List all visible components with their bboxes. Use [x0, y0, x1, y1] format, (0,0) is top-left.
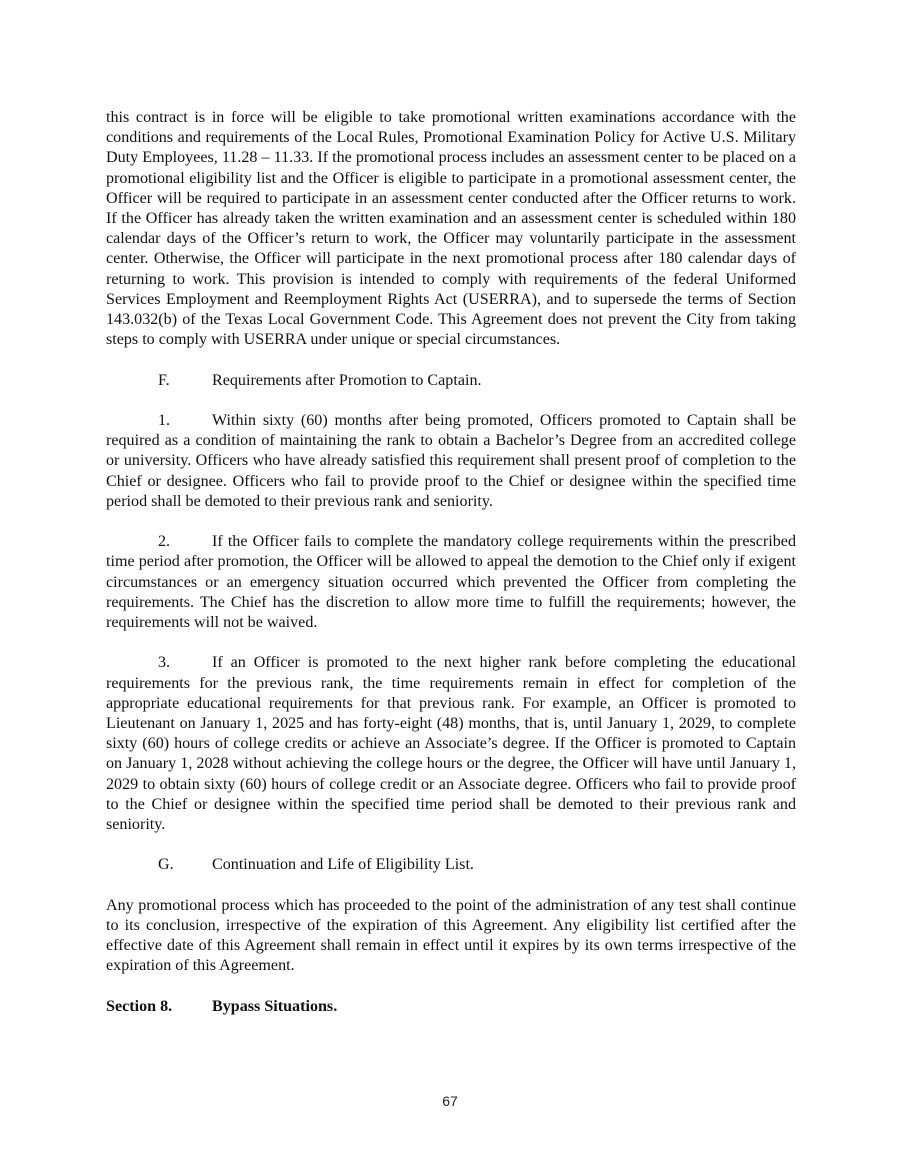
list-item-f1 [106, 411, 796, 512]
section-8-number: Section 8. [106, 997, 173, 1015]
subsection-g-title: Continuation and Life of Eligibility List. [212, 856, 474, 874]
subsection-f-heading [106, 371, 796, 391]
paragraph-g: Any promotional process which has proceeded to the point of the administration of any test shall continue to its conclusion, irrespective of the expiration of this Agreement. Any eligibility list certified after the effective date of this Agreement shall remain in effect until it expires by its own terms irrespective of the expiration of this Agreement. [106, 896, 796, 975]
list-item-text: Within sixty (60) months after being promoted, Officers promoted to Captain shall be required as a condition of maintaining the rank to obtain a Bachelor’s Degree from an accredited college or university. Officers who have already satisfied this requirement shall present proof of completion to the Chief or designee. Officers who fail to provide proof to the Chief or designee within the specified time period shall be demoted to their previous rank and seniority. [106, 412, 796, 510]
subsection-g-heading [106, 855, 796, 875]
subsection-f-marker: F. [158, 371, 170, 389]
list-item-f2 [106, 532, 796, 633]
list-item-number: 1. [158, 412, 171, 430]
list-item-f3 [106, 653, 796, 835]
page-number: 67 [442, 1093, 458, 1109]
subsection-g-marker: G. [158, 856, 174, 874]
list-item-text: If the Officer fails to complete the mandatory college requirements within the prescribed time period after promotion, the Officer will be allowed to appeal the demotion to the Chief only if exigent circumstances or an emergency situation occurred which prevented the Officer from completing the requirements. The Chief has the discretion to allow more time to fulfill the requirements; however, the requirements will not be waived. [106, 533, 796, 632]
list-item-text: If an Officer is promoted to the next higher rank before completing the educational requirements for the previous rank, the time requirements remain in effect for completion of the appropriate educational requirements for that previous rank. For example, an Officer is promoted to Lieutenant on January 1, 2025 and has forty-eight (48) months, that is, until January 1, 2029, to complete sixty (60) hours of college credits or achieve an Associate’s degree. If the Officer is promoted to Captain on January 1, 2028 without achieving the college hours or the degree, the Officer will have until January 1, 2029 to obtain sixty (60) hours of college credit or an Associate degree. Officers who fail to provide proof to the Chief or designee within the specified time period shall be demoted to their previous rank and seniority. [106, 654, 796, 834]
continuation-paragraph: this contract is in force will be eligible to take promotional written examinations accordance with the conditions and requirements of the Local Rules, Promotional Examination Policy for Active U.S. Military Duty Employees, 11.28 – 11.33. If the promotional process includes an assessment center to be placed on a promotional eligibility list and the Officer is eligible to participate in a promotional assessment center, the Officer will be required to participate in an assessment center conducted after the Officer returns to work. If the Officer has already taken the written examination and an assessment center is scheduled within 180 calendar days of the Officer’s return to work, the Officer may voluntarily participate in the assessment center. Otherwise, the Officer will participate in the next promotional process after 180 calendar days of returning to work. This provision is intended to comply with requirements of the federal Uniformed Services Employment and Reemployment Rights Act (USERRA), and to supersede the terms of Section 143.032(b) of the Texas Local Government Code. This Agreement does not prevent the City from taking steps to comply with USERRA under unique or special circumstances. [106, 109, 796, 349]
section-8-title: Bypass Situations. [212, 997, 338, 1015]
list-item-number: 2. [158, 533, 171, 551]
list-item-number: 3. [158, 654, 171, 672]
document-page [106, 108, 796, 1017]
section-8-heading [106, 997, 796, 1017]
subsection-f-title: Requirements after Promotion to Captain. [212, 371, 482, 389]
